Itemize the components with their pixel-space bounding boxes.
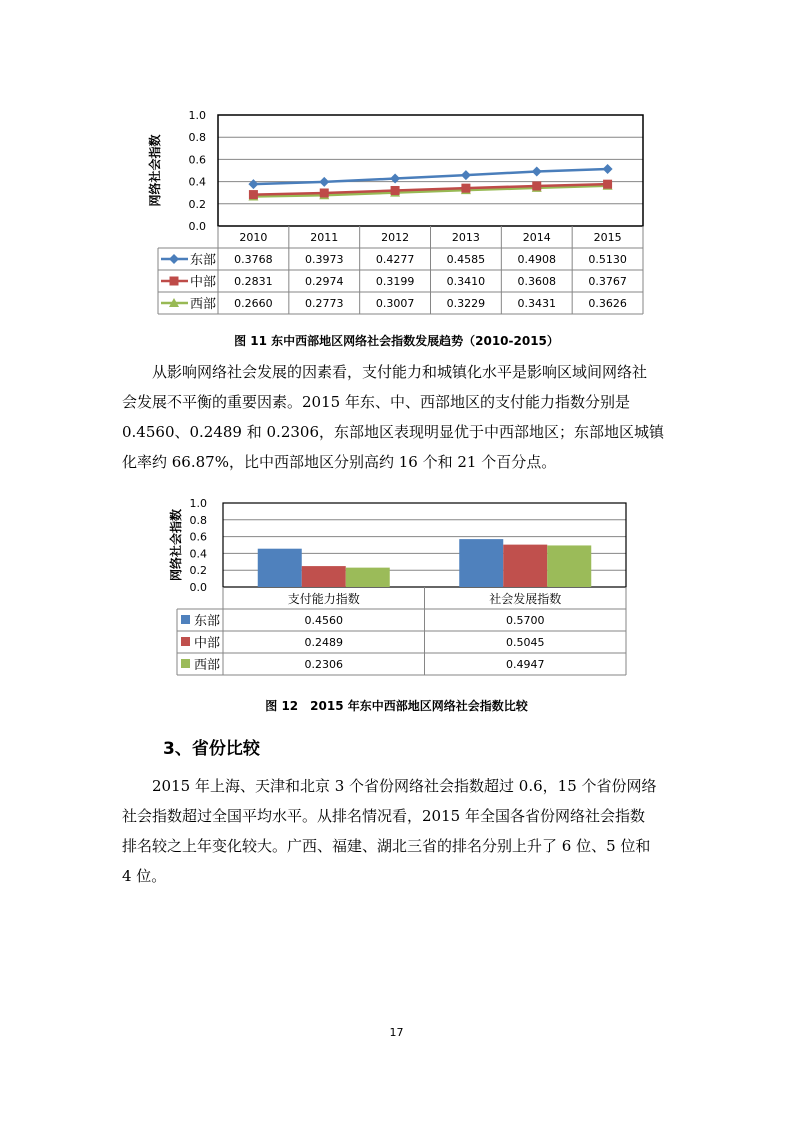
table-value: 0.3431 xyxy=(517,297,556,310)
table-value: 0.3767 xyxy=(588,275,627,288)
table-value: 0.4947 xyxy=(506,658,545,671)
table-value: 0.3229 xyxy=(446,297,486,310)
paragraph-line: 0.4560、0.2489 和 0.2306，东部地区表现明显优于中西部地区；东部地区城镇 xyxy=(122,423,664,441)
data-point xyxy=(532,181,541,190)
bar xyxy=(346,568,390,587)
table-value: 0.2306 xyxy=(304,658,343,671)
y-tick-label: 1.0 xyxy=(188,109,206,122)
legend-swatch-0 xyxy=(181,615,190,624)
x-tick-label: 2015 xyxy=(593,231,622,244)
y-tick-label: 0.4 xyxy=(188,175,206,189)
table-value: 0.4585 xyxy=(446,253,486,266)
section-heading: 3、省份比较 xyxy=(163,739,260,759)
table-value: 0.5130 xyxy=(588,253,627,266)
bar xyxy=(547,545,591,587)
table-value: 0.3007 xyxy=(375,297,415,310)
trend-line-chart xyxy=(140,105,655,317)
table-value: 0.4560 xyxy=(304,614,343,627)
data-point xyxy=(603,180,612,189)
table-value: 0.5700 xyxy=(506,614,545,627)
bar xyxy=(459,539,503,587)
y-tick-label: 1.0 xyxy=(189,497,207,510)
legend-marker-0 xyxy=(169,254,179,264)
y-tick-label: 0.4 xyxy=(189,547,207,561)
table-value: 0.5045 xyxy=(506,636,545,649)
paragraph-province-comparison xyxy=(122,771,682,891)
figure-12-caption: 图 12 2015 年东中西部地区网络社会指数比较 xyxy=(265,699,528,713)
data-point xyxy=(461,184,470,193)
legend-label: 中部 xyxy=(194,636,221,651)
y-tick-label: 0.8 xyxy=(188,131,206,145)
paragraph-line: 社会指数超过全国平均水平。从排名情况看，2015 年全国各省份网络社会指数 xyxy=(122,807,645,825)
legend-label: 西部 xyxy=(194,658,221,673)
x-tick-label: 支付能力指数 xyxy=(287,592,360,606)
data-point xyxy=(248,179,258,189)
series-line-1 xyxy=(253,184,607,194)
y-axis-title: 网络社会指数 xyxy=(169,508,183,582)
table-value: 0.3973 xyxy=(305,253,344,266)
x-tick-label: 2014 xyxy=(522,231,551,244)
data-point xyxy=(249,190,258,199)
x-tick-label: 2010 xyxy=(239,231,268,244)
table-value: 0.3768 xyxy=(234,253,273,266)
y-axis-title: 网络社会指数 xyxy=(148,134,162,207)
y-tick-label: 0.2 xyxy=(189,564,207,578)
comparison-bar-chart xyxy=(165,494,635,679)
legend-swatch-2 xyxy=(181,659,190,668)
x-tick-label: 社会发展指数 xyxy=(489,592,562,606)
table-value: 0.3199 xyxy=(375,275,415,288)
bar xyxy=(258,549,302,587)
table-value: 0.3626 xyxy=(588,297,627,310)
paragraph-line: 4 位。 xyxy=(122,867,167,885)
paragraph-line: 会发展不平衡的重要因素。2015 年东、中、西部地区的支付能力指数分别是 xyxy=(122,393,630,411)
legend-label: 东部 xyxy=(194,614,221,629)
x-tick-label: 2013 xyxy=(451,231,480,244)
bar xyxy=(503,545,547,587)
y-tick-label: 0.0 xyxy=(188,220,206,233)
table-value: 0.2489 xyxy=(304,636,343,649)
table-value: 0.2974 xyxy=(305,275,344,288)
x-tick-label: 2012 xyxy=(381,231,410,244)
table-value: 0.3410 xyxy=(446,275,486,288)
data-point xyxy=(319,177,329,187)
bar xyxy=(302,566,346,587)
legend-label: 中部 xyxy=(190,275,217,290)
legend-label: 西部 xyxy=(190,297,217,312)
table-value: 0.2660 xyxy=(234,297,273,310)
table-value: 0.3608 xyxy=(517,275,556,288)
paragraph-line: 从影响网络社会发展的因素看，支付能力和城镇化水平是影响区域间网络社 xyxy=(152,363,648,381)
table-value: 0.2831 xyxy=(234,275,273,288)
table-value: 0.2773 xyxy=(305,297,344,310)
legend-swatch-1 xyxy=(181,637,190,646)
y-tick-label: 0.0 xyxy=(189,581,207,594)
paragraph-line: 化率约 66.87%，比中西部地区分别高约 16 个和 21 个百分点。 xyxy=(122,453,557,471)
paragraph-payment-urbanization xyxy=(122,357,682,477)
data-point xyxy=(320,188,329,197)
x-tick-label: 2011 xyxy=(310,231,339,244)
data-point xyxy=(391,186,400,195)
data-point xyxy=(461,170,471,180)
page-number: 17 xyxy=(389,1026,404,1039)
y-tick-label: 0.6 xyxy=(188,153,206,167)
data-point xyxy=(603,164,613,174)
legend-marker-1 xyxy=(170,277,179,286)
series-line-2 xyxy=(253,186,607,197)
figure-11-caption: 图 11 东中西部地区网络社会指数发展趋势（2010-2015） xyxy=(234,334,559,348)
paragraph-line: 2015 年上海、天津和北京 3 个省份网络社会指数超过 0.6，15 个省份网络 xyxy=(152,777,657,795)
table-value: 0.4908 xyxy=(517,253,556,266)
table-value: 0.4277 xyxy=(375,253,415,266)
legend-label: 东部 xyxy=(190,253,217,268)
y-tick-label: 0.8 xyxy=(189,513,207,527)
paragraph-line: 排名较之上年变化较大。广西、福建、湖北三省的排名分别上升了 6 位、5 位和 xyxy=(122,837,651,855)
y-tick-label: 0.6 xyxy=(189,530,207,544)
y-tick-label: 0.2 xyxy=(188,197,206,211)
data-point xyxy=(532,167,542,177)
